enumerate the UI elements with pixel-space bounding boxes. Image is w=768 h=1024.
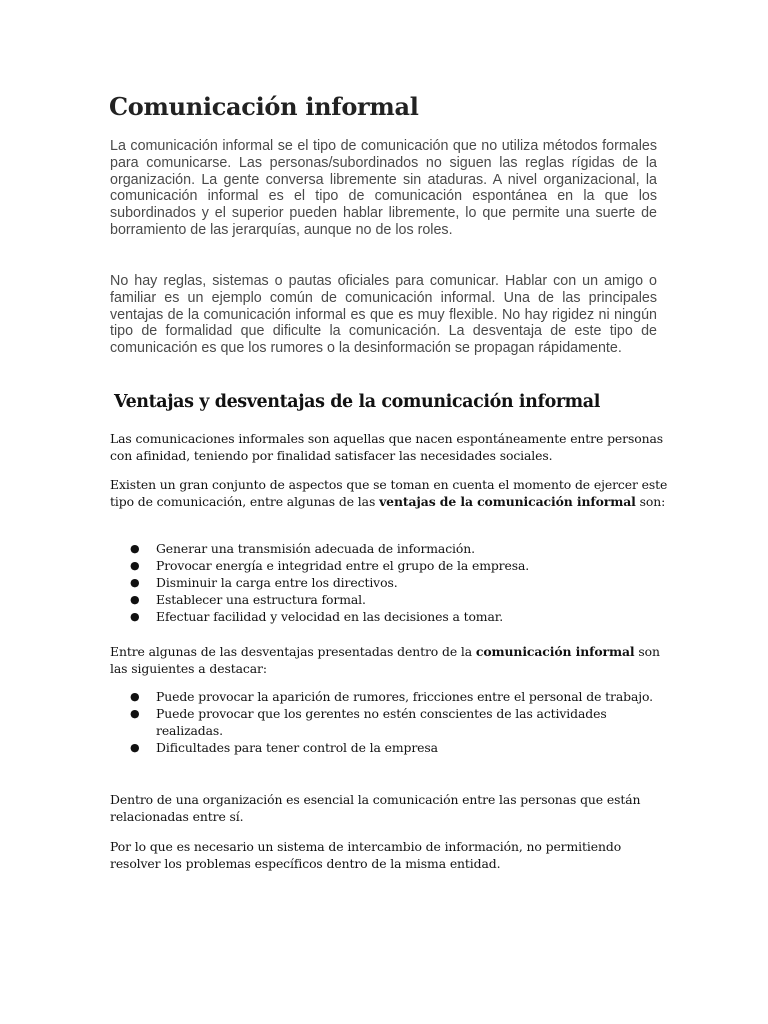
advantages-intro-paragraph [110, 476, 670, 510]
disadvantages-intro-bold: comunicación informal [475, 644, 635, 659]
bullet-icon: ● [130, 707, 140, 720]
list-item [110, 688, 670, 705]
list-item [110, 591, 670, 608]
disadvantages-intro-text: Entre algunas de las desventajas presentadas dentro de la [110, 644, 476, 659]
bullet-icon: ● [130, 576, 140, 589]
intro-paragraph-2: No hay reglas, sistemas o pautas oficiales para comunicar. Hablar con un amigo o familiar es un ejemplo común de comunicación informal. Una de las principales ventajas de la comunicación informal es que es muy flexible. No hay rigidez ni ningún tipo de formalidad que dificulte la comunicación. La desventaja de este tipo de comunicación es que los rumores o la desinformación se propagan rápidamente. [110, 273, 657, 357]
list-item-text: Puede provocar la aparición de rumores, fricciones entre el personal de trabajo. [156, 689, 653, 704]
bullet-icon: ● [130, 741, 140, 754]
advantages-list [110, 540, 670, 625]
list-item-text: Efectuar facilidad y velocidad en las decisiones a tomar. [156, 609, 504, 624]
advantages-intro-end: son: [635, 494, 666, 509]
bullet-icon: ● [130, 690, 140, 703]
intro-paragraph-1: La comunicación informal se el tipo de comunicación que no utiliza métodos formales para comunicarse. Las personas/subordinados no siguen las reglas rígidas de la organización. La gente conversa libremente sin ataduras. A nivel organizacional, la comunicación informal es el tipo de comunicación espontánea en la que los subordinados y el superior pueden hablar libremente, lo que permite una suerte de borramiento de las jerarquías, aunque no de los roles. [110, 138, 657, 238]
disadvantages-intro-paragraph [110, 643, 670, 677]
list-item [110, 608, 670, 625]
bullet-icon: ● [130, 593, 140, 606]
list-item-text: Establecer una estructura formal. [156, 592, 366, 607]
list-item-text: Generar una transmisión adecuada de información. [156, 541, 475, 556]
advantages-intro-text: Existen un gran conjunto de aspectos que se toman en cuenta el momento de ejercer este tipo de comunicación, entre algunas de las [110, 477, 668, 509]
advantages-intro-bold: ventajas de la comunicación informal [379, 494, 636, 509]
disadvantages-list [110, 688, 670, 756]
bullet-icon: ● [130, 559, 140, 572]
page-title: Comunicación informal [109, 92, 419, 121]
section-heading: Ventajas y desventajas de la comunicación informal [114, 392, 600, 412]
definition-paragraph: Las comunicaciones informales son aquellas que nacen espontáneamente entre personas con afinidad, teniendo por finalidad satisfacer las necesidades sociales. [110, 431, 664, 463]
closing-paragraph-1: Dentro de una organización es esencial la comunicación entre las personas que están relacionadas entre sí. [110, 792, 641, 824]
disadvantages-intro-end: son las siguientes a destacar: [110, 644, 660, 676]
list-item-text: Puede provocar que los gerentes no estén conscientes de las actividades realizadas. [156, 706, 607, 738]
list-item [110, 739, 670, 756]
closing-paragraph-2: Por lo que es necesario un sistema de intercambio de información, no permitiendo resolver los problemas específicos dentro de la misma entidad. [110, 839, 622, 871]
list-item [110, 574, 670, 591]
bullet-icon: ● [130, 542, 140, 555]
list-item-text: Provocar energía e integridad entre el grupo de la empresa. [156, 558, 530, 573]
list-item [110, 540, 670, 557]
bullet-icon: ● [130, 610, 140, 623]
list-item [110, 705, 670, 739]
list-item-text: Disminuir la carga entre los directivos. [156, 575, 398, 590]
list-item [110, 557, 670, 574]
list-item-text: Dificultades para tener control de la empresa [156, 740, 438, 755]
